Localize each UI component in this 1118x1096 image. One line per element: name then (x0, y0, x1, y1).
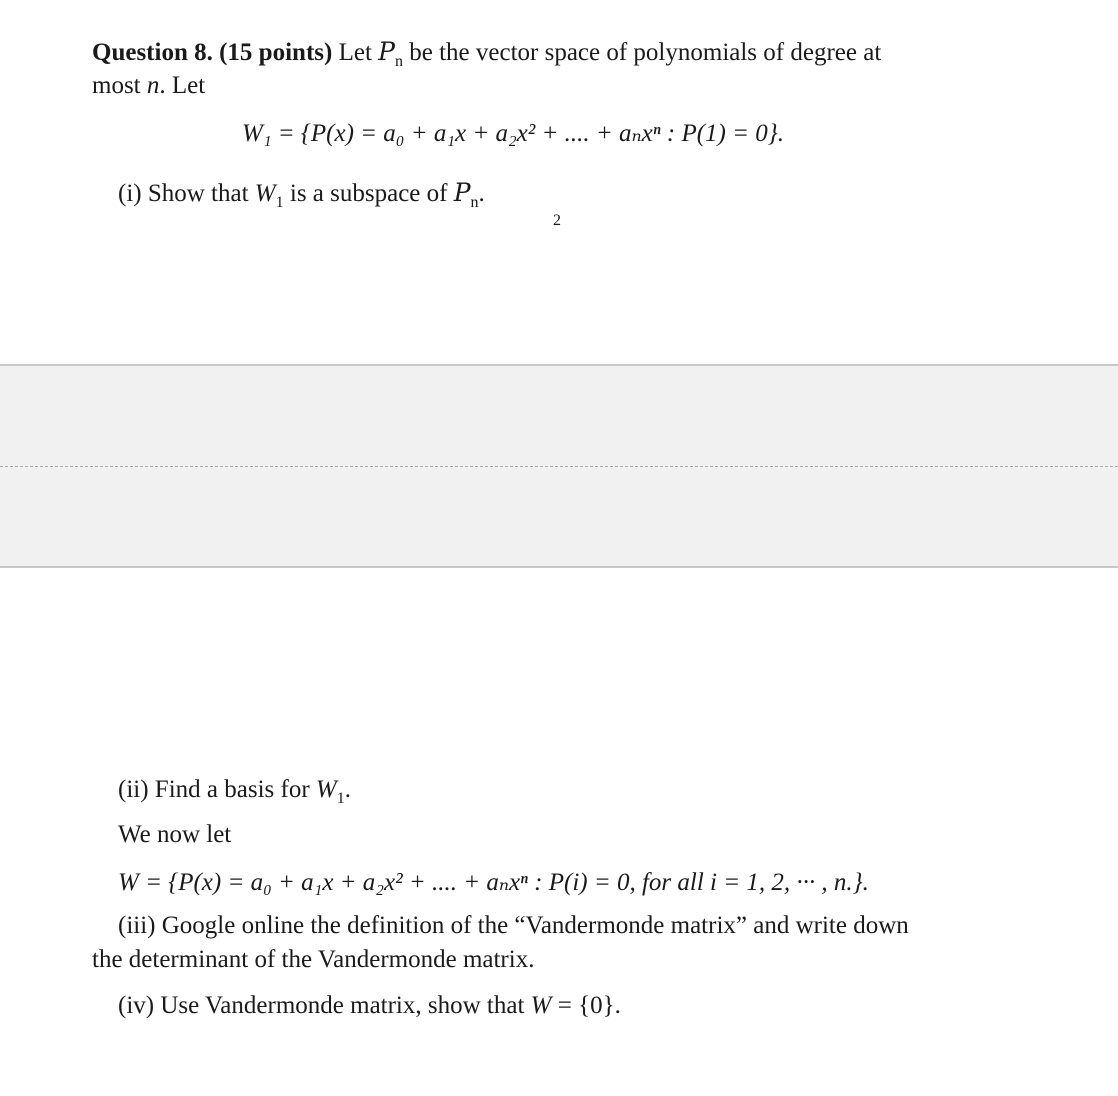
part-ii-end: . (344, 776, 351, 803)
part-ii-var: W (315, 776, 337, 803)
part-i-var-sub: 1 (275, 194, 284, 211)
part-iii-line-1: (iii) Google online the definition of the “Vandermonde matrix” and write down (118, 912, 909, 939)
part-i-end: . (478, 180, 485, 207)
intro-rest: be the vector space of polynomials of degree at (409, 39, 882, 66)
space-sub: n (394, 53, 403, 70)
part-iv-var: W (530, 992, 552, 1019)
w1-definition: W₁ = {P(x) = a₀ + a₁x + a₂x² + .... + aₙxⁿ : P(1) = 0}. (242, 120, 784, 147)
part-iv-text: (iv) Use Vandermonde matrix, show that (118, 992, 525, 1019)
part-i-space: P (453, 178, 471, 207)
part-i-var: W (254, 180, 276, 207)
intro-text: Let (338, 39, 372, 66)
line2-pre: most (92, 72, 141, 99)
part-iii-line-2: the determinant of the Vandermonde matrix. (92, 946, 535, 973)
line2-var: n (146, 72, 160, 99)
part-iv-eq: = {0}. (551, 992, 621, 1019)
part-i-mid: is a subspace of (289, 180, 448, 207)
part-ii-text: (ii) Find a basis for (118, 776, 310, 803)
we-now-let: We now let (118, 821, 232, 848)
part-iv (118, 992, 621, 1020)
w-definition: W = {P(x) = a₀ + a₁x + a₂x² + .... + aₙxⁿ : P(i) = 0, for all i = 1, 2, ··· , n.}. (118, 869, 869, 896)
page-break-dashed-line (0, 466, 1118, 467)
line2-post: . Let (159, 72, 206, 99)
part-i-text: (i) Show that (118, 180, 249, 207)
page-break-band (0, 364, 1118, 568)
part-i-space-sub: n (470, 194, 479, 211)
question-header (92, 37, 881, 71)
page-number: 2 (553, 212, 561, 229)
part-ii-var-sub: 1 (336, 790, 345, 807)
question-points: (15 points) (219, 39, 333, 66)
space-symbol: P (378, 37, 395, 66)
part-ii (118, 776, 351, 808)
question-line-2 (92, 72, 205, 100)
part-i (118, 178, 485, 212)
question-label: Question 8. (92, 39, 213, 66)
